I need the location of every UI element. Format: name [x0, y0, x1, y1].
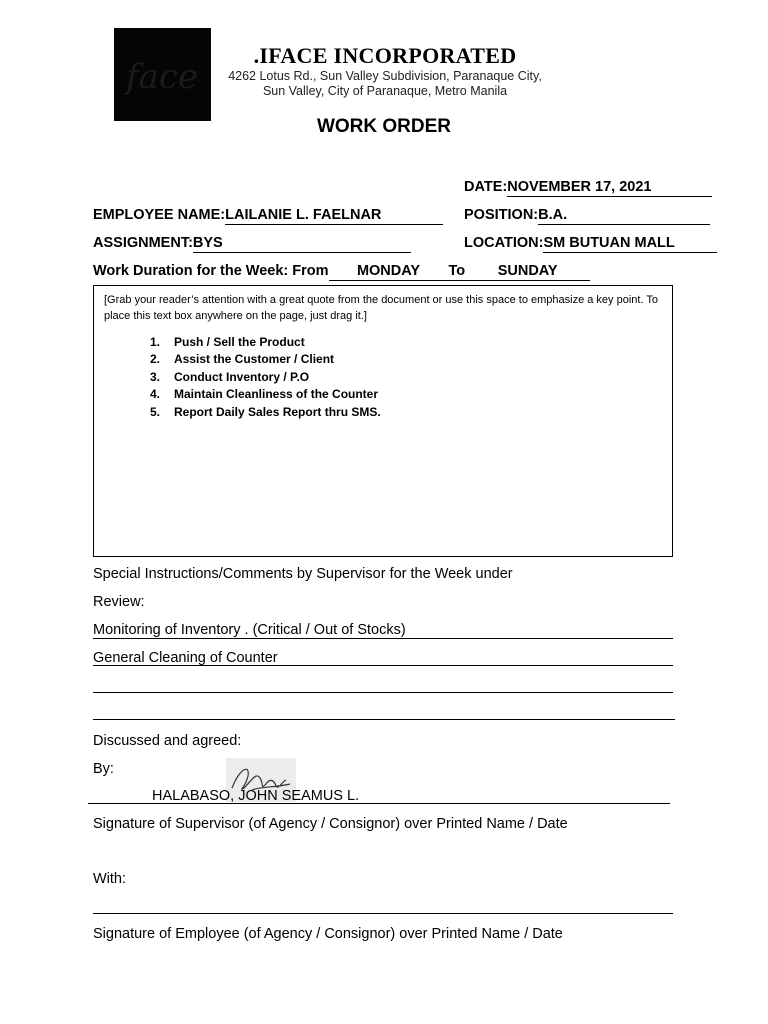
text-box-note: [Grab your reader’s attention with a great quote from the document or use this space to emphasize a key point. To place this text box anywhere on the page, just drag it.] — [104, 294, 658, 322]
employee-value: LAILANIE L. FAELNAR — [225, 207, 443, 225]
location-label: LOCATION: — [464, 235, 544, 251]
task-number: 2. — [150, 352, 161, 367]
address-line-1: 4262 Lotus Rd., Sun Valley Subdivision, Paranaque City, — [228, 69, 542, 83]
supervisor-signature-caption: Signature of Supervisor (of Agency / Consignor) over Printed Name / Date — [93, 816, 568, 832]
task-list — [150, 334, 381, 421]
task-number: 3. — [150, 369, 161, 384]
position-value: B.A. — [538, 207, 710, 225]
by-label: By: — [93, 761, 114, 777]
duration-from-value: MONDAY — [329, 263, 449, 281]
task-number: 1. — [150, 335, 161, 349]
employee-signature-caption: Signature of Employee (of Agency / Consignor) over Printed Name / Date — [93, 926, 563, 942]
company-header — [215, 43, 555, 99]
position-field — [464, 206, 710, 225]
logo-mark — [114, 28, 211, 121]
duration-to-label: To — [448, 263, 466, 279]
task-number: 5. — [150, 404, 161, 419]
task-text: Maintain Cleanliness of the Counter — [174, 387, 379, 402]
assignment-field — [93, 234, 411, 253]
task-text: Assist the Customer / Client — [174, 352, 335, 367]
employee-signature-line — [93, 913, 673, 914]
instruction-line-2: General Cleaning of Counter — [93, 650, 278, 666]
task-text: Push / Sell the Product — [174, 335, 305, 349]
instruction-rule-2 — [93, 665, 673, 666]
employee-label: EMPLOYEE NAME: — [93, 207, 226, 223]
task-text: Report Daily Sales Report thru SMS. — [174, 404, 381, 419]
date-value: NOVEMBER 17, 2021 — [507, 179, 712, 197]
discussed-agreed-label: Discussed and agreed: — [93, 733, 242, 749]
assignment-label: ASSIGNMENT: — [93, 235, 193, 251]
instruction-line-1: Monitoring of Inventory . (Critical / Out of Stocks) — [93, 622, 406, 638]
supervisor-printed-name: HALABASO, JOHN SEAMUS L. — [152, 788, 360, 804]
position-label: POSITION: — [464, 207, 539, 223]
company-name: .IFACE INCORPORATED — [253, 43, 517, 68]
date-field — [464, 178, 712, 197]
instructions-heading-line-2: Review: — [93, 594, 145, 610]
list-item — [150, 351, 381, 368]
logo-text: face — [125, 57, 199, 97]
duration-label: Work Duration for the Week: From — [93, 263, 329, 279]
list-item — [150, 369, 381, 386]
work-duration-field — [93, 262, 590, 281]
employee-field — [93, 206, 443, 225]
instruction-rule-1 — [93, 638, 673, 639]
instructions-heading-line-1: Special Instructions/Comments by Supervisor for the Week under — [93, 566, 513, 582]
company-logo — [114, 28, 211, 121]
instruction-rule-3 — [93, 692, 673, 693]
task-text-box[interactable] — [93, 285, 673, 557]
task-number: 4. — [150, 387, 161, 402]
duration-to-value: SUNDAY — [465, 263, 590, 281]
list-item — [150, 404, 381, 421]
with-label: With: — [93, 871, 127, 887]
task-text: Conduct Inventory / P.O — [174, 369, 310, 384]
address-line-2: Sun Valley, City of Paranaque, Metro Manila — [262, 84, 508, 98]
location-field — [464, 234, 717, 253]
date-label: DATE: — [464, 179, 508, 195]
supervisor-signature-line — [88, 803, 670, 804]
list-item — [150, 386, 381, 403]
instruction-rule-4 — [93, 719, 675, 720]
location-value: SM BUTUAN MALL — [543, 235, 717, 253]
list-item — [150, 334, 381, 351]
assignment-value: BYS — [193, 235, 411, 253]
page-title: WORK ORDER — [316, 116, 452, 137]
